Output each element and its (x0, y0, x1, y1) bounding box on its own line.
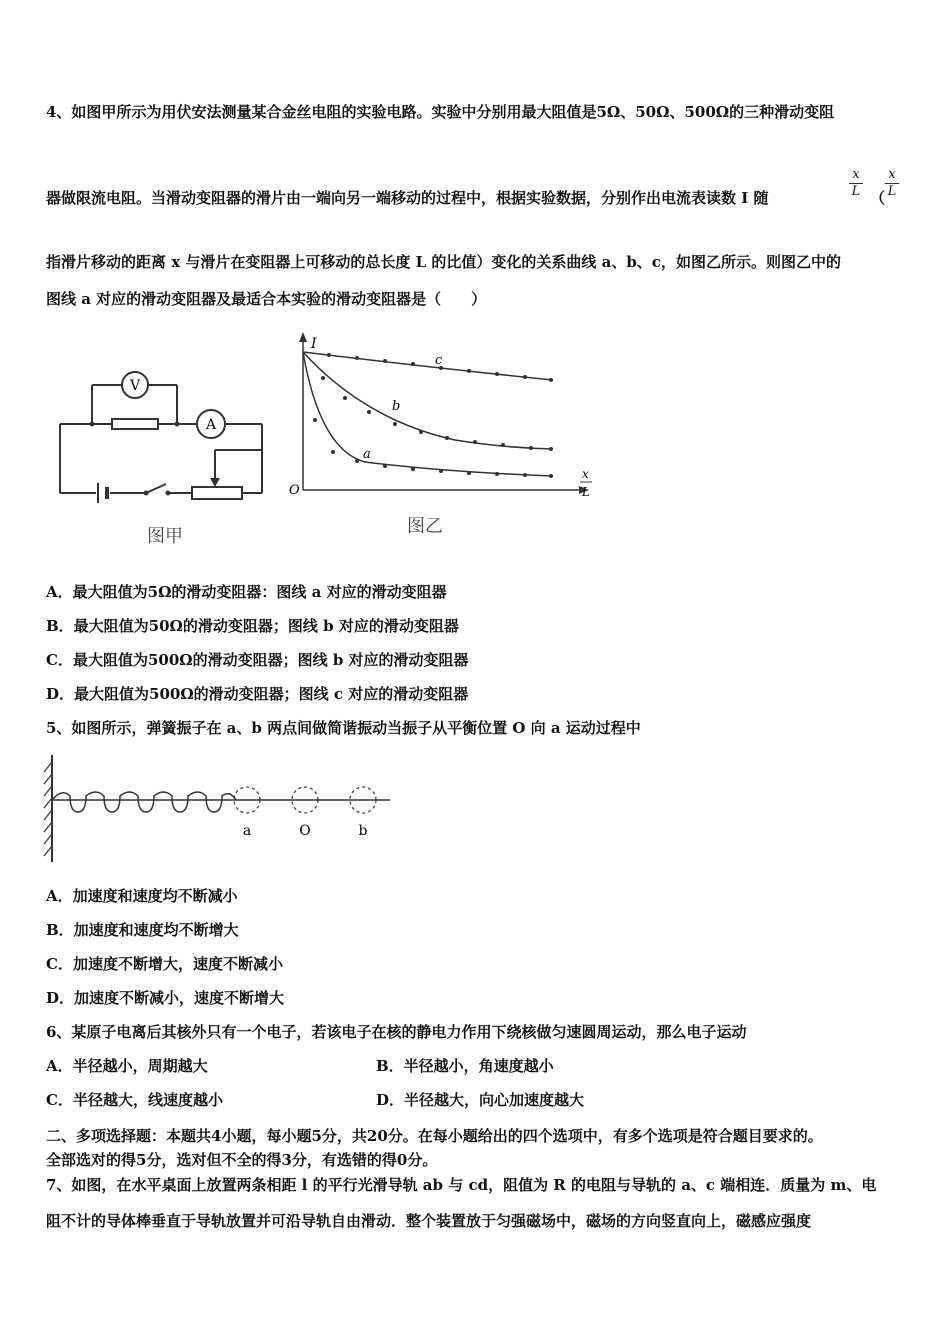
q6-option-d: D．半径越大，向心加速度越大 (376, 1091, 585, 1109)
voltmeter-label: V (129, 378, 141, 394)
fraction-x-over-l-2 (885, 168, 899, 199)
q6-stem: 6、某原子电离后其核外只有一个电子，若该电子在核的静电力作用下绕核做匀速圆周运动，那么电子运动 (46, 1023, 747, 1041)
q5-option-d: D．加速度不断减小，速度不断增大 (46, 989, 285, 1007)
q5-option-a: A．加速度和速度均不断减小 (46, 887, 238, 905)
rheostat-icon (192, 487, 242, 499)
axis-origin-label: O (289, 483, 300, 498)
q4-line-3: 指滑片移动的距离 x 与滑片在变阻器上可移动的总长度 L 的比值）变化的关系曲线 a、b、c，如图乙所示。则图乙中的 (46, 253, 841, 271)
position-o-label: O (299, 823, 311, 839)
q4-line-1: 4、如图甲所示为用伏安法测量某合金丝电阻的实验电路。实验中分别用最大阻值是5Ω、50Ω、500Ω的三种滑动变阻 (46, 103, 835, 121)
ammeter-label: A (205, 417, 217, 433)
fraction-numerator: x (888, 167, 896, 182)
q5-option-c: C．加速度不断增大，速度不断减小 (46, 955, 283, 973)
spring-icon (52, 792, 236, 812)
fraction-denominator: L (851, 184, 861, 199)
curve-figure (285, 330, 605, 540)
q4-line-2-paren: （ (870, 189, 886, 207)
q5-stem: 5、如图所示，弹簧振子在 a、b 两点间做简谐振动当振子从平衡位置 O 向 a 运动过程中 (46, 719, 641, 737)
curve-c (303, 352, 553, 380)
q4-option-c: C．最大阻值为500Ω的滑动变阻器；图线 b 对应的滑动变阻器 (46, 651, 469, 669)
section2-line-1: 二、多项选择题：本题共4小题，每小题5分，共20分。在每小题给出的四个选项中，有多个选项是符合题目要求的。 (46, 1127, 823, 1145)
fraction-numerator: x (852, 167, 860, 182)
q6-option-b: B．半径越小，角速度越小 (376, 1057, 554, 1075)
section2-line-2: 全部选对的得5分，选对但不全的得3分，有选错的得0分。 (46, 1151, 438, 1169)
position-b-label: b (358, 823, 368, 839)
curve-a-label: a (363, 447, 371, 462)
q7-line-1: 7、如图，在水平桌面上放置两条相距 l 的平行光滑导轨 ab 与 cd，阻值为 R 的电阻与导轨的 a、c 端相连．质量为 m、电 (46, 1176, 877, 1194)
fraction-x-over-l (849, 168, 863, 199)
q4-option-d: D．最大阻值为500Ω的滑动变阻器；图线 c 对应的滑动变阻器 (46, 685, 469, 703)
curve-b-label: b (392, 399, 401, 414)
resistor-icon (112, 419, 158, 429)
curve-c-label: c (435, 353, 443, 368)
q7-line-2: 阻不计的导体棒垂直于导轨放置并可沿导轨自由滑动．整个装置放于匀强磁场中，磁场的方向竖直向上，磁感应强度 (46, 1212, 812, 1230)
fig-jia-caption: 图甲 (147, 526, 183, 547)
fig-yi-caption: 图乙 (407, 516, 443, 537)
q4-option-b: B．最大阻值为50Ω的滑动变阻器；图线 b 对应的滑动变阻器 (46, 617, 459, 635)
q4-line-4: 图线 a 对应的滑动变阻器及最适合本实验的滑动变阻器是（ ） (46, 290, 487, 308)
q4-option-a: A．最大阻值为5Ω的滑动变阻器：图线 a 对应的滑动变阻器 (46, 583, 447, 601)
curve-a (303, 352, 553, 476)
circuit-figure (50, 360, 280, 555)
q6-option-a: A．半径越小，周期越大 (46, 1057, 208, 1075)
axis-y-label: I (311, 336, 317, 352)
fraction-denominator: L (887, 184, 897, 199)
spring-figure (40, 750, 400, 870)
position-a-label: a (242, 823, 252, 839)
axis-x-den: L (582, 485, 590, 499)
q6-option-c: C．半径越大，线速度越小 (46, 1091, 223, 1109)
q5-option-b: B．加速度和速度均不断增大 (46, 921, 239, 939)
q4-line-2: 器做限流电阻。当滑动变阻器的滑片由一端向另一端移动的过程中，根据实验数据，分别作出电流表读数 I 随 (46, 189, 769, 207)
axis-x-num: x (582, 467, 589, 481)
